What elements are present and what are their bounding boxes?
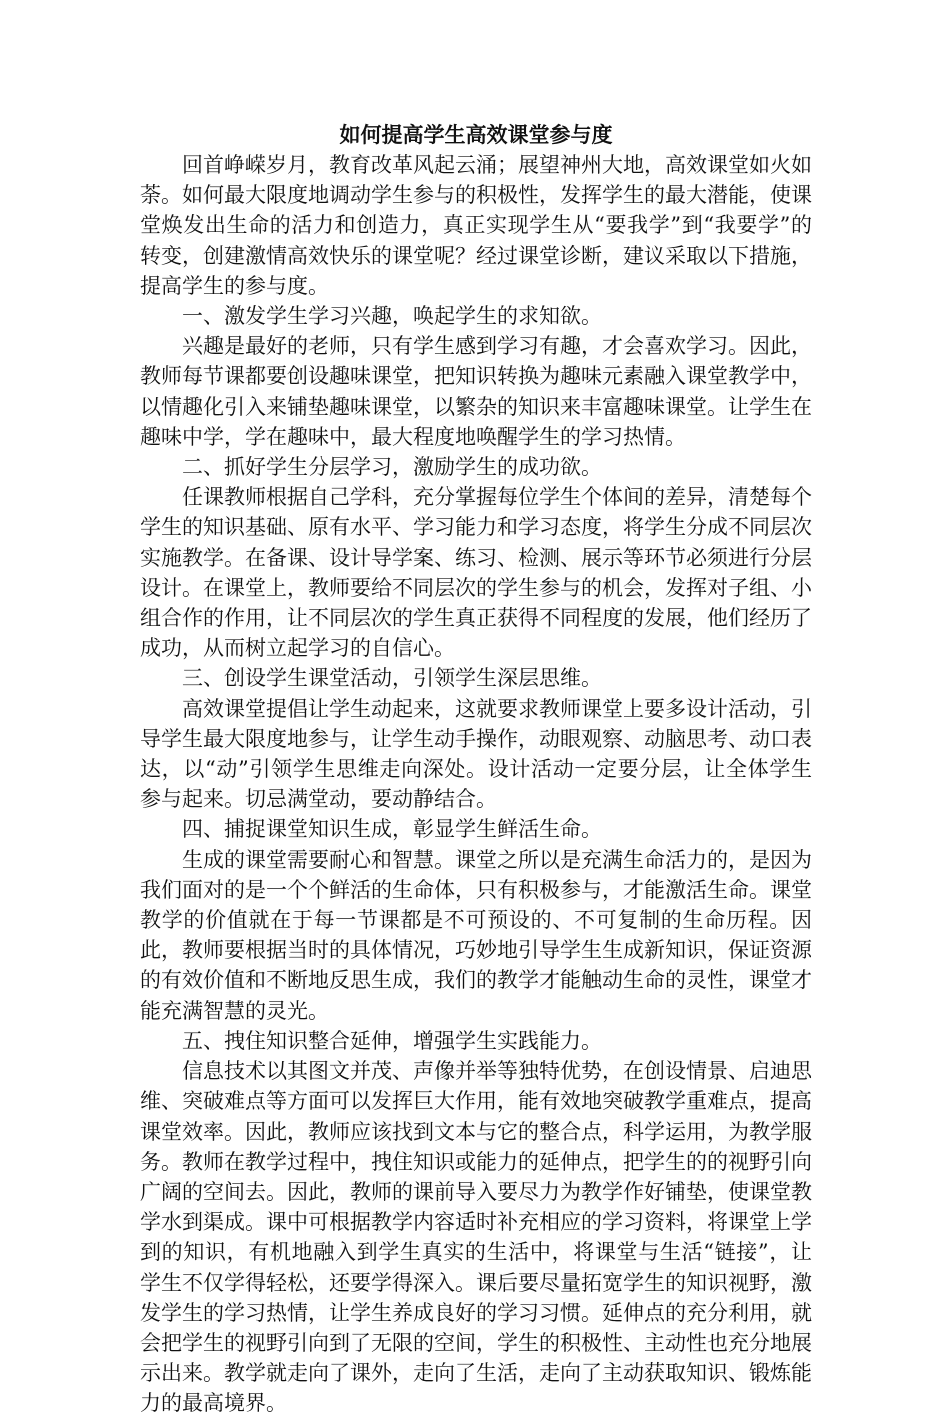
section-5-heading: 五、拽住知识整合延伸，增强学生实践能力。: [182, 1028, 602, 1053]
intro-paragraph: 回首峥嵘岁月，教育改革风起云涌；展望神州大地，高效课堂如火如荼。如何最大限度地调动学生参与的积极性，发挥学生的最大潜能，使课堂焕发出生命的活力和创造力，真正实现学生从“要我学”到“我要学”的转变，创建激情高效快乐的课堂呢？经过课堂诊断，建议采取以下措施，提高学生的参与度。: [140, 153, 812, 298]
document-page: [140, 120, 812, 1419]
section-3-body: 高效课堂提倡让学生动起来，这就要求教师课堂上要多设计活动，引导学生最大限度地参与，让学生动手操作，动眼观察、动脑思考、动口表达，以“动”引领学生思维走向深处。设计活动一定要分层，让全体学生参与起来。切忌满堂动，要动静结合。: [140, 696, 812, 812]
section-2-heading: 二、抓好学生分层学习，激励学生的成功欲。: [182, 455, 602, 480]
section-2-body: 任课教师根据自己学科，充分掌握每位学生个体间的差异，清楚每个学生的知识基础、原有水平、学习能力和学习态度，将学生分成不同层次实施教学。在备课、设计导学案、练习、检测、展示等环节必须进行分层设计。在课堂上，教师要给不同层次的学生参与的机会，发挥对子组、小组合作的作用，让不同层次的学生真正获得不同程度的发展，他们经历了成功，从而树立起学习的自信心。: [140, 485, 812, 661]
document-title: 如何提高学生高效课堂参与度: [339, 122, 613, 147]
section-1-heading: 一、激发学生学习兴趣，唤起学生的求知欲。: [182, 304, 602, 329]
section-4-body: 生成的课堂需要耐心和智慧。课堂之所以是充满生命活力的，是因为我们面对的是一个个鲜活的生命体，只有积极参与，才能激活生命。课堂教学的价值就在于每一节课都是不可预设的、不可复制的生命历程。因此，教师要根据当时的具体情况，巧妙地引导学生生成新知识，保证资源的有效价值和不断地反思生成，我们的教学才能触动生命的灵性，课堂才能充满智慧的灵光。: [140, 847, 812, 1023]
section-5-body: 信息技术以其图文并茂、声像并举等独特优势，在创设情景、启迪思维、突破难点等方面可以发挥巨大作用，能有效地突破教学重难点，提高课堂效率。因此，教师应该找到文本与它的整合点，科学运用，为教学服务。教师在教学过程中，拽住知识或能力的延伸点，把学生的的视野引向广阔的空间去。因此，教师的课前导入要尽力为教学作好铺垫，使课堂教学水到渠成。课中可根据教学内容适时补充相应的学习资料，将课堂上学到的知识，有机地融入到学生真实的生活中，将课堂与生活“链接”，让学生不仅学得轻松，还要学得深入。课后要尽量拓宽学生的知识视野，激发学生的学习热情，让学生养成良好的学习习惯。延伸点的充分利用，就会把学生的视野引向到了无限的空间，学生的积极性、主动性也充分地展示出来。教学就走向了课外，走向了生活，走向了主动获取知识、锻炼能力的最高境界。: [140, 1059, 812, 1416]
section-4-heading: 四、捕捉课堂知识生成，彰显学生鲜活生命。: [182, 817, 602, 842]
section-3-heading: 三、创设学生课堂活动，引领学生深层思维。: [182, 666, 602, 691]
section-1-body: 兴趣是最好的老师，只有学生感到学习有趣，才会喜欢学习。因此，教师每节课都要创设趣味课堂，把知识转换为趣味元素融入课堂教学中，以情趣化引入来铺垫趣味课堂，以繁杂的知识来丰富趣味课堂。让学生在趣味中学，学在趣味中，最大程度地唤醒学生的学习热情。: [140, 334, 812, 449]
